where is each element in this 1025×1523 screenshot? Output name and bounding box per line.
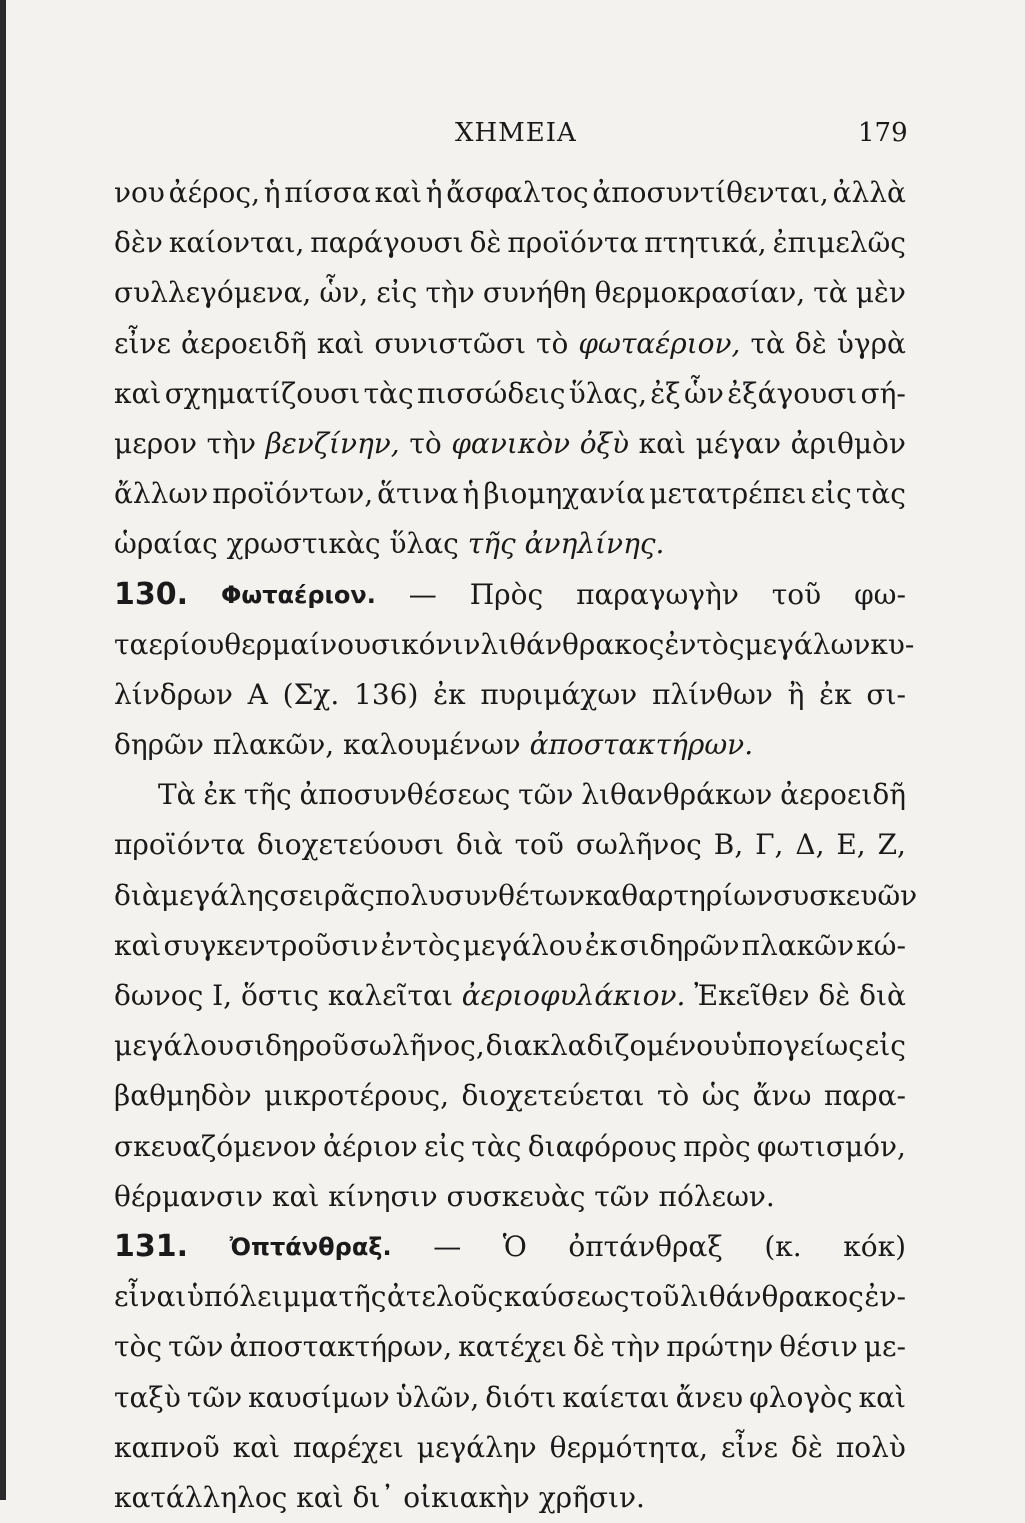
word: παράγουσι — [310, 226, 464, 260]
word: φω- — [854, 577, 906, 611]
word: ὑπόλειμμα — [187, 1280, 338, 1314]
word: καλεῖται — [327, 979, 453, 1012]
word: πίσσα — [284, 176, 371, 209]
word: ὡς — [701, 1079, 741, 1113]
word: καύσεως — [503, 1280, 630, 1314]
word: καίεται — [562, 1380, 670, 1414]
word: καπνοῦ — [114, 1430, 220, 1464]
word: ἐξάγουσι — [727, 376, 858, 410]
text-line — [114, 369, 906, 419]
word: βιομηχανία — [483, 477, 646, 511]
word: ὀπτάνθραξ — [568, 1229, 723, 1263]
word: 136) — [354, 677, 419, 711]
word: τὸ — [656, 1079, 690, 1113]
word: καυσίμων — [248, 1380, 390, 1414]
word: μεγάλης — [160, 878, 280, 912]
word: ταερίου — [114, 627, 225, 661]
word: ὧν, — [319, 276, 369, 310]
word: ὕλας, — [568, 376, 647, 410]
word: προϊόντα — [507, 226, 639, 260]
word: ἀποστακτήρων, — [229, 1330, 453, 1364]
word: πυριμάχων — [480, 677, 638, 711]
word: ἐντὸς — [380, 928, 461, 962]
word: ἐντὸς — [664, 627, 745, 661]
word: ἐπιμελῶς — [772, 226, 906, 260]
word: ἡ — [425, 176, 443, 209]
word: δὲ — [794, 326, 827, 360]
word: καθαρτηρίων — [584, 878, 774, 912]
word: Α — [247, 677, 268, 711]
word: ἀεροειδῆ — [181, 326, 307, 360]
word: βενζίνην, — [265, 426, 400, 460]
word: ἐκ — [203, 778, 236, 812]
word: ἄνευ — [675, 1380, 744, 1414]
word: ὑπογείως — [730, 1029, 864, 1063]
word: πλίνθων — [651, 677, 773, 711]
word: τὸ — [409, 426, 442, 460]
text-line — [114, 419, 906, 469]
word: ὑλῶν, — [395, 1380, 480, 1414]
word: σειρᾶς — [279, 878, 375, 912]
text-line — [114, 1322, 906, 1372]
page-binding-edge — [0, 0, 6, 1500]
word: εἶναι — [114, 1280, 187, 1314]
word: ἀποσυνθέσεως — [299, 778, 511, 812]
word: ἀριθμὸν — [790, 426, 906, 460]
word: ἀεροειδῆ — [780, 778, 906, 812]
word: καὶ — [374, 176, 422, 209]
word: ἢ — [787, 677, 805, 711]
text-line — [114, 871, 918, 921]
word: εἶνε — [721, 1430, 779, 1464]
word: καὶ — [638, 426, 687, 460]
word: πολυσυνθέτων — [374, 878, 585, 912]
word: δὲν — [114, 226, 163, 260]
text-line — [114, 720, 906, 770]
word: ἡ — [263, 176, 281, 209]
word: μεγάλου — [462, 928, 583, 962]
word: παρα- — [823, 1079, 906, 1113]
word: σωλῆνος — [575, 828, 702, 862]
word: Ἐκεῖθεν — [694, 979, 810, 1012]
word: — — [433, 1229, 462, 1263]
word: Πρὸς — [469, 577, 544, 611]
word: Β, — [713, 828, 744, 862]
word: δὲ — [791, 1430, 823, 1464]
word: — — [408, 577, 437, 611]
word: συλλεγόμενα, — [114, 276, 312, 310]
word: ἐν- — [864, 1280, 906, 1314]
word: κώ- — [856, 928, 906, 962]
word: ἀποστακτήρων. — [529, 728, 754, 762]
section-number: 130. — [114, 576, 189, 612]
text-line — [114, 620, 915, 670]
word: Ε, — [836, 828, 866, 862]
word: συνιστῶσι — [374, 326, 526, 360]
word: καίονται, — [168, 226, 305, 260]
text-line — [114, 218, 906, 268]
page-number: 179 — [858, 118, 908, 148]
word: τῶν — [186, 1380, 243, 1414]
text-line — [114, 319, 906, 369]
text-line — [114, 168, 906, 218]
word: τῆς ἀνηλίνης. — [467, 527, 665, 561]
text-line — [114, 268, 906, 318]
word: πρὸς — [683, 1129, 751, 1163]
word: καὶ — [232, 1430, 281, 1464]
text-line — [114, 469, 906, 519]
word: ἀτελοῦς — [387, 1280, 504, 1314]
text-line — [114, 670, 906, 720]
word: διοχετεύουσι — [256, 828, 445, 862]
word: τῶν — [168, 1330, 224, 1364]
text-line — [114, 1423, 906, 1473]
word: τῆς — [243, 778, 292, 812]
word: μέγαν — [695, 426, 782, 460]
word: σωλῆνος, — [349, 1029, 485, 1063]
word: κατάλληλος καὶ δι᾽ οἰκιακὴν χρῆσιν. — [114, 1480, 645, 1514]
text-line — [114, 921, 906, 971]
text-line — [114, 770, 906, 820]
word: ὑγρὰ — [836, 326, 906, 360]
word: λιθάνθρακος — [480, 627, 665, 661]
word: κόνιν — [401, 627, 481, 661]
word: Τὰ — [158, 778, 196, 812]
word: θέρμανσιν καὶ κίνησιν συσκευὰς τῶν πόλεων. — [114, 1179, 775, 1213]
word: δὲ — [818, 979, 851, 1012]
word: συνήθη — [482, 276, 587, 310]
word: εἰς — [376, 276, 418, 310]
word: συσκευῶν — [773, 878, 918, 912]
word: παρέχει — [293, 1430, 404, 1464]
section-heading: Φωταέριον. — [220, 580, 376, 609]
text-line — [114, 570, 906, 620]
word: παραγωγὴν — [576, 577, 739, 611]
word: λιθανθράκων — [581, 778, 773, 812]
word: ἐκ — [584, 928, 618, 962]
word: θέσιν — [779, 1330, 858, 1364]
word: προϊόντων, — [212, 477, 374, 511]
word: Ὁ — [502, 1229, 527, 1263]
text-line — [114, 1272, 906, 1322]
word: τοῦ — [771, 577, 822, 611]
word: εἰς — [810, 477, 852, 511]
word: φανικὸν — [451, 426, 571, 460]
word: ἀλλὰ — [832, 176, 906, 209]
word: θερμότητα, — [549, 1430, 709, 1464]
word: τῆς — [338, 1280, 387, 1314]
word: λιθάνθρακος — [680, 1280, 864, 1314]
word: Ι, — [212, 979, 233, 1012]
text-line — [114, 971, 906, 1021]
word: ἄνω — [752, 1079, 812, 1113]
word: σκευαζόμενον — [114, 1129, 317, 1163]
word: ἐκ — [433, 677, 466, 711]
word: ὡραίας χρωστικὰς ὕλας — [114, 527, 468, 561]
word: πρώτην — [666, 1330, 774, 1364]
word: καὶ — [114, 376, 162, 410]
word: (κ. — [764, 1229, 802, 1263]
word: φωταέριον, — [578, 326, 741, 360]
word: σιδηρῶν — [619, 928, 740, 962]
word: δὲ — [573, 1330, 605, 1364]
word: δηρῶν πλακῶν, καλουμένων — [114, 728, 530, 762]
word: διαφόρους — [527, 1129, 677, 1163]
word: τὰς — [855, 477, 906, 511]
word: σι- — [866, 677, 906, 711]
word: μεγάλην — [416, 1430, 537, 1464]
word: φωτισμόν, — [756, 1129, 906, 1163]
text-line — [114, 1222, 906, 1272]
word: ἄσφαλτος — [446, 176, 589, 209]
word: ὧν — [684, 376, 724, 410]
word: διοχετεύεται — [461, 1079, 645, 1113]
word: ἀέριον — [322, 1129, 418, 1163]
text-line — [114, 1172, 906, 1222]
word: ἀποσυντίθενται, — [592, 176, 829, 209]
word: σιδηροῦ — [234, 1029, 349, 1063]
word: Ζ, — [877, 828, 906, 862]
text-line — [114, 1021, 906, 1071]
word: με- — [863, 1330, 906, 1364]
word: τοῦ — [514, 828, 564, 862]
word: τὰ — [813, 276, 848, 310]
word: πλακῶν — [741, 928, 855, 962]
word: ὅστις — [240, 979, 320, 1012]
word: πτητικά, — [644, 226, 767, 260]
text-line — [114, 1373, 906, 1423]
page-body-text — [114, 168, 918, 1523]
word: κόκ) — [843, 1229, 906, 1263]
word: θερμαίνουσι — [224, 627, 402, 661]
word: τὴν — [206, 426, 256, 460]
word: ὀξὺ — [579, 426, 630, 460]
word: σχηματίζουσι — [164, 376, 361, 410]
text-line — [114, 519, 906, 569]
word: μεγάλου — [114, 1029, 234, 1063]
word: πολὺ — [835, 1430, 906, 1464]
word: ἐκ — [819, 677, 852, 711]
word: Γ, — [755, 828, 784, 862]
running-head — [0, 118, 1025, 158]
word: προϊόντα — [114, 828, 245, 862]
word: εἰς — [423, 1129, 466, 1163]
word: διακλαδιζομένου — [485, 1029, 730, 1063]
word: πισσώδεις — [416, 376, 566, 410]
running-title: ΧΗΜΕΙΑ — [455, 118, 577, 148]
word: μετατρέπει — [649, 477, 807, 511]
word: τῶν — [518, 778, 574, 812]
word: καὶ — [316, 326, 365, 360]
word: Δ, — [795, 828, 825, 862]
word: βαθμηδὸν — [114, 1079, 252, 1113]
word: νου — [114, 176, 165, 209]
word: διὰ — [859, 979, 906, 1012]
word: τὸς — [114, 1330, 163, 1364]
word: δὲ — [469, 226, 502, 260]
word: ἐξ — [650, 376, 681, 410]
word: σή- — [860, 376, 906, 410]
word: τὰ — [750, 326, 785, 360]
word: τὰς — [471, 1129, 522, 1163]
text-line — [114, 1071, 906, 1121]
word: (Σχ. — [282, 677, 340, 711]
word: εἶνε — [114, 326, 172, 360]
word: ἡ — [462, 477, 480, 511]
section-heading: Ὀπτάνθραξ. — [229, 1232, 392, 1261]
word: τὴν — [610, 1330, 661, 1364]
word: ἄλλων — [114, 477, 209, 511]
word: τὴν — [425, 276, 475, 310]
word: διὰ — [114, 878, 161, 912]
word: ἅτινα — [377, 477, 459, 511]
word: συγκεντροῦσιν — [163, 928, 379, 962]
section-number: 131. — [114, 1228, 189, 1264]
word: μερον — [114, 426, 198, 460]
word: διὰ — [455, 828, 503, 862]
word: τοῦ — [630, 1280, 680, 1314]
word: κατέχει — [458, 1330, 567, 1364]
word: μικροτέρους, — [264, 1079, 450, 1113]
word: καὶ — [114, 928, 162, 962]
word: λίνδρων — [114, 677, 233, 711]
word: τὸ — [536, 326, 569, 360]
word: μεγάλων — [744, 627, 871, 661]
word: καὶ — [858, 1380, 906, 1414]
word: κυ- — [870, 627, 915, 661]
word: μὲν — [855, 276, 906, 310]
word: τὰς — [363, 376, 414, 410]
word: ἀεριοφυλάκιον. — [461, 979, 686, 1012]
text-line — [114, 1122, 906, 1172]
word: δωνος — [114, 979, 204, 1012]
word: ταξὺ — [114, 1380, 181, 1414]
text-line — [114, 820, 906, 870]
word: θερμοκρασίαν, — [594, 276, 806, 310]
word: ἀέρος, — [168, 176, 260, 209]
word: εἰς — [864, 1029, 906, 1063]
word: διότι — [485, 1380, 557, 1414]
word: φλογὸς — [749, 1380, 853, 1414]
text-line — [114, 1473, 906, 1523]
